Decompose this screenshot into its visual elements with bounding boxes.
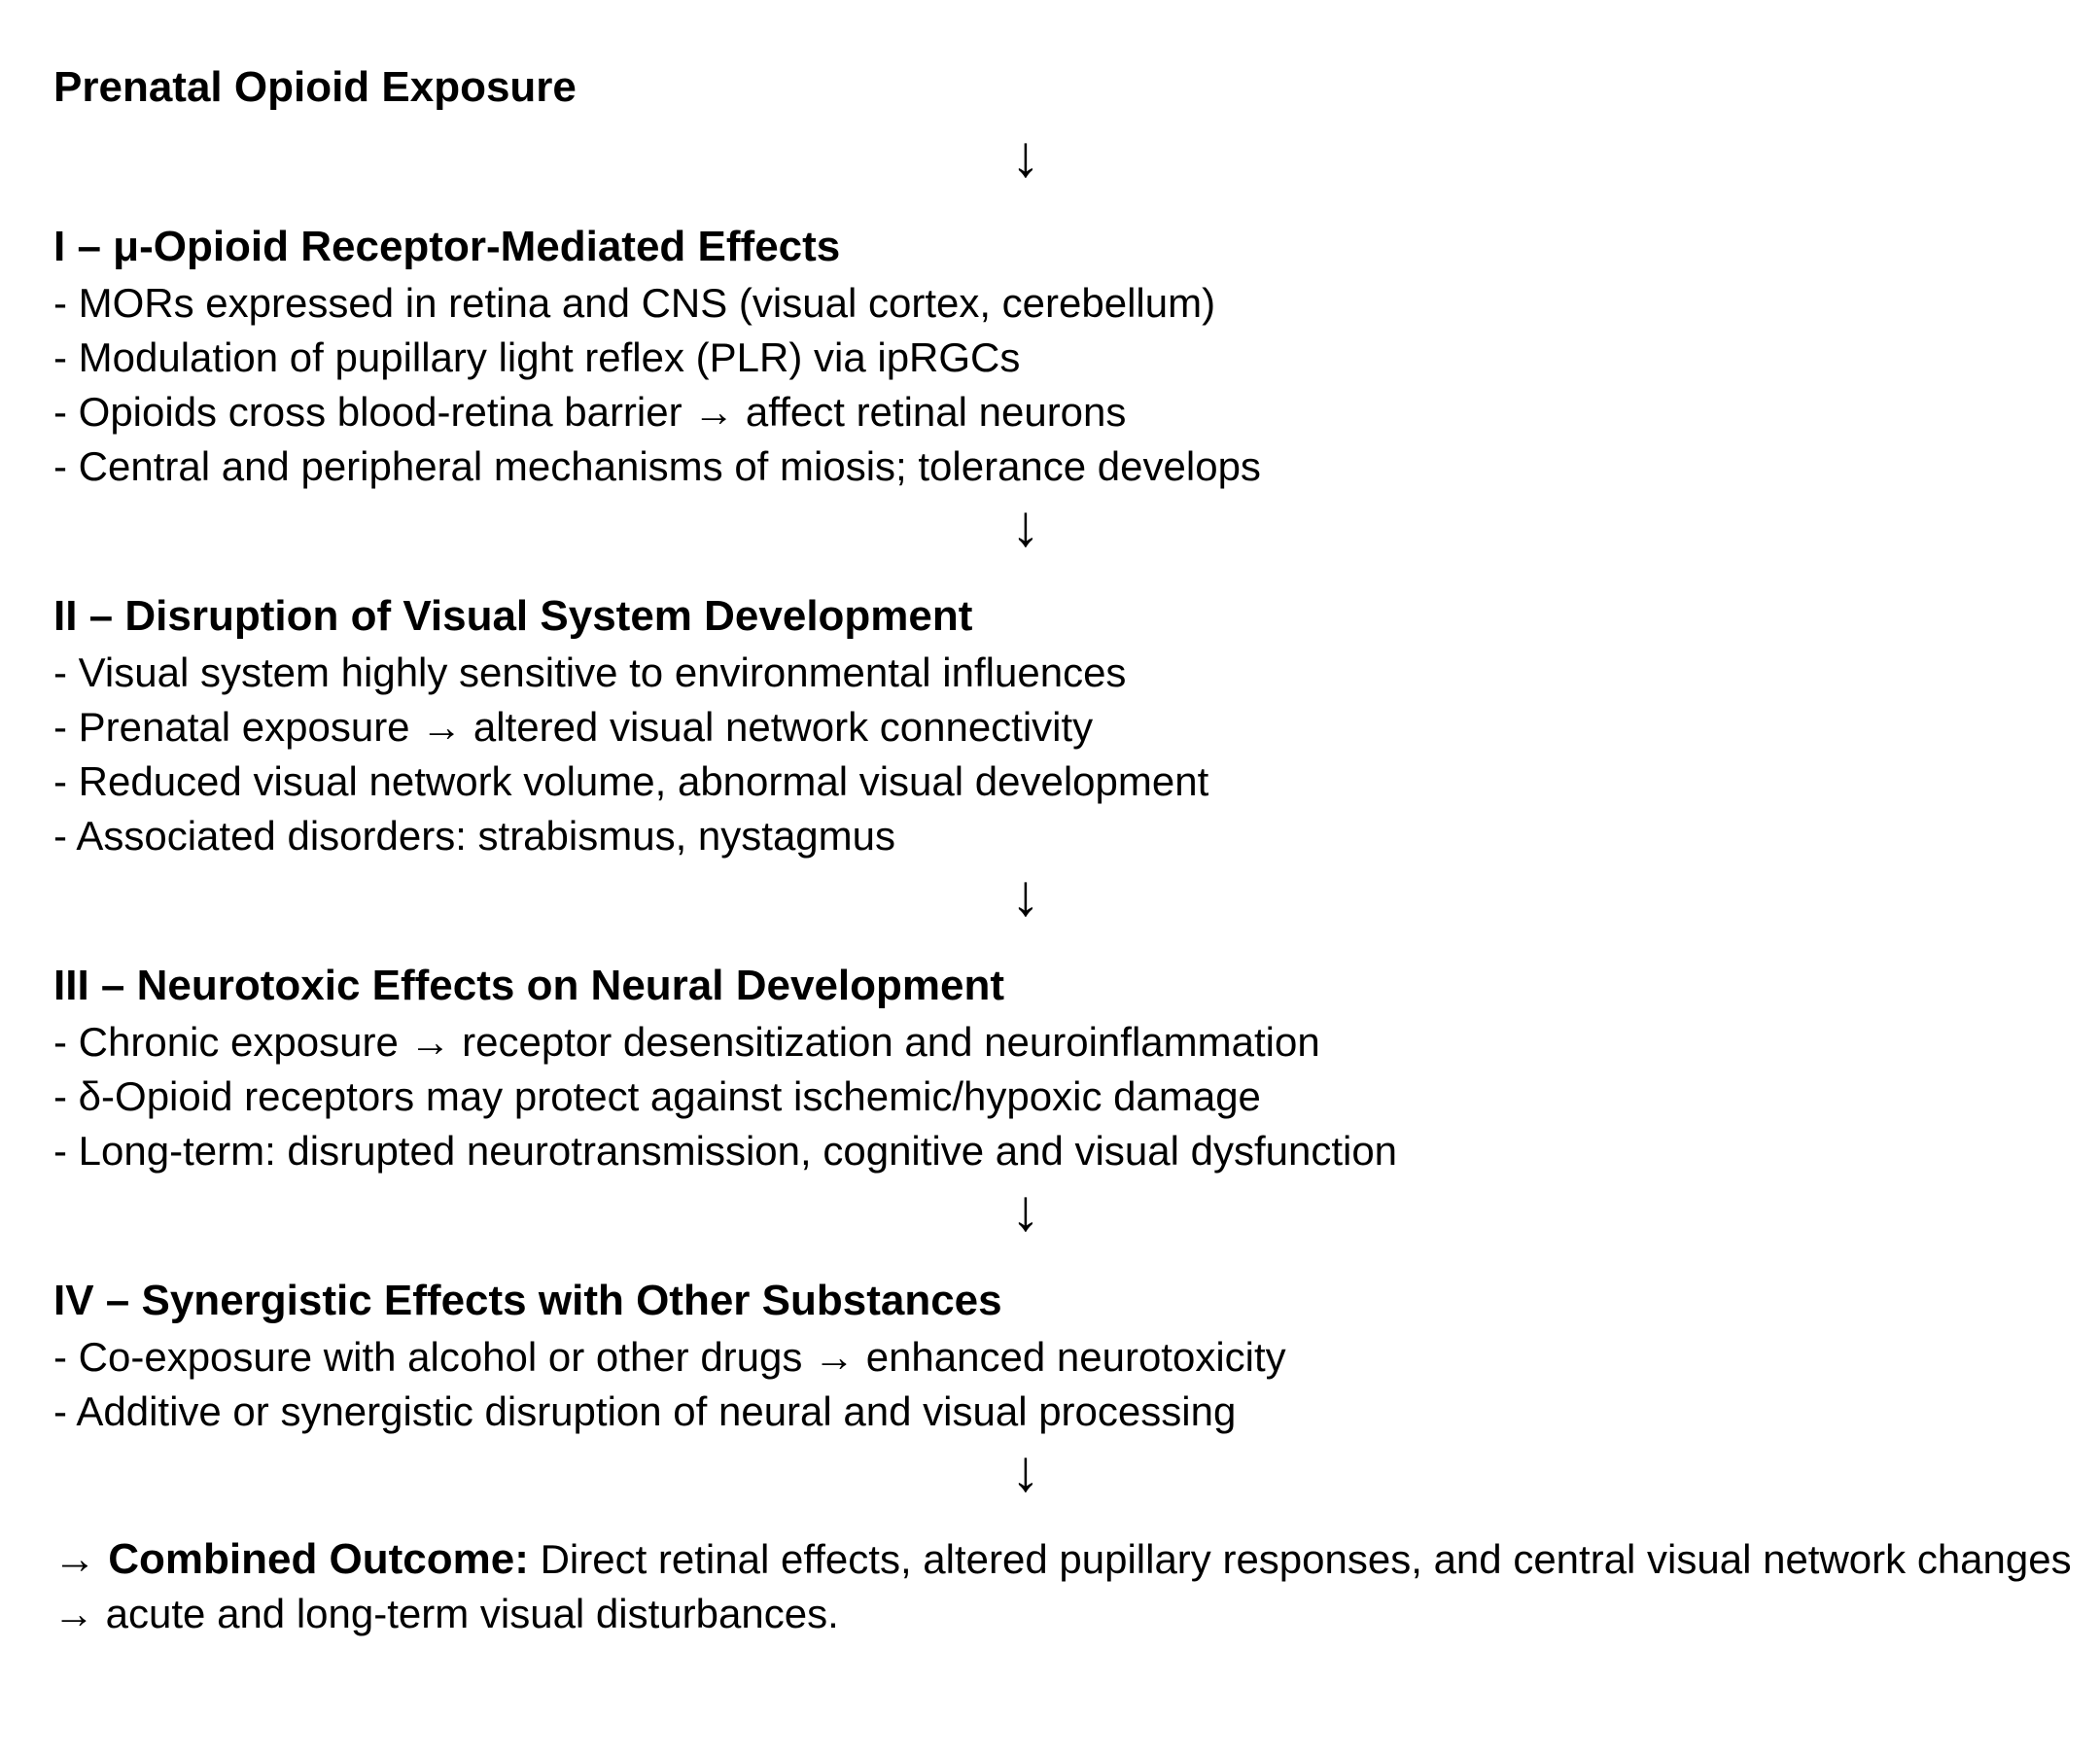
down-arrow-icon: ↓ [1011, 1177, 1040, 1243]
flow-diagram [53, 58, 2076, 1641]
section-bullet: - Reduced visual network volume, abnormal visual development [53, 758, 1209, 804]
section-bullet: - Visual system highly sensitive to environmental influences [53, 649, 1127, 695]
section-3 [53, 957, 2076, 1178]
section-heading: IV – Synergistic Effects with Other Substances [53, 1277, 1002, 1324]
down-arrow-icon: ↓ [1011, 862, 1040, 928]
section-bullet: - Co-exposure with alcohol or other drugs → enhanced neurotoxicity [53, 1334, 1286, 1380]
section-bullet: - Prenatal exposure → altered visual network connectivity [53, 704, 1094, 750]
outcome-lead: → Combined Outcome: [53, 1535, 529, 1583]
combined-outcome [53, 1532, 2076, 1641]
section-heading: III – Neurotoxic Effects on Neural Development [53, 962, 1005, 1009]
section-bullet: - δ-Opioid receptors may protect against ischemic/hypoxic damage [53, 1073, 1261, 1119]
section-bullet: - Associated disorders: strabismus, nystagmus [53, 813, 896, 859]
section-bullet: - MORs expressed in retina and CNS (visual cortex, cerebellum) [53, 280, 1216, 326]
down-arrow-icon: ↓ [1011, 493, 1040, 558]
section-1 [53, 218, 2076, 494]
diagram-title: Prenatal Opioid Exposure [53, 63, 577, 111]
down-arrow-icon: ↓ [1011, 1438, 1040, 1503]
section-bullet: - Additive or synergistic disruption of neural and visual processing [53, 1388, 1237, 1434]
section-bullet: - Long-term: disrupted neurotransmission, cognitive and visual dysfunction [53, 1128, 1398, 1174]
section-bullet: - Chronic exposure → receptor desensitization and neuroinflammation [53, 1019, 1320, 1065]
section-2 [53, 587, 2076, 863]
section-heading: I – μ-Opioid Receptor-Mediated Effects [53, 223, 841, 270]
section-4 [53, 1272, 2076, 1439]
section-heading: II – Disruption of Visual System Development [53, 592, 973, 640]
down-arrow-icon: ↓ [1011, 123, 1040, 189]
section-bullet: - Opioids cross blood-retina barrier → affect retinal neurons [53, 389, 1127, 435]
outcome-text: Direct retinal effects, altered pupillary responses, and central visual network changes → acute and long-term visual disturbances. [53, 1536, 2072, 1636]
section-bullet: - Modulation of pupillary light reflex (PLR) via ipRGCs [53, 334, 1021, 380]
section-bullet: - Central and peripheral mechanisms of miosis; tolerance develops [53, 443, 1261, 489]
